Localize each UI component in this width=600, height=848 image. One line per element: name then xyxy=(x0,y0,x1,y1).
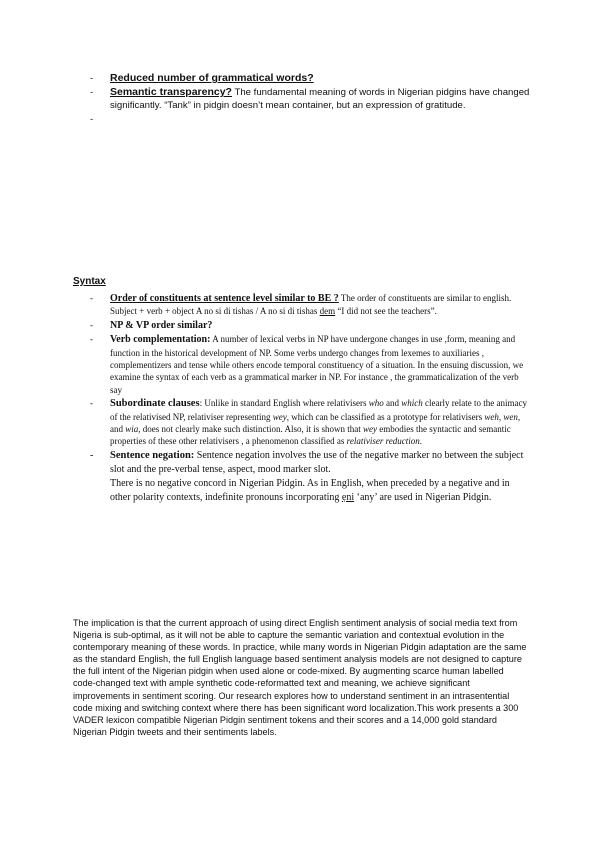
item-text: , does not clearly make such distinction. Also, it is shown that xyxy=(138,424,363,435)
item-text-italic: relativiser reduction xyxy=(346,436,420,447)
item-text: , xyxy=(498,411,504,422)
item-text-underlined: ẹni xyxy=(341,491,355,503)
item-heading: Semantic transparency? xyxy=(110,86,232,98)
item-text-italic: wey xyxy=(272,411,287,422)
item-text-underlined: dem xyxy=(319,306,336,317)
list-item xyxy=(0,292,528,318)
section-heading-syntax: Syntax xyxy=(73,276,106,287)
bullet-dash: - xyxy=(90,319,93,330)
item-heading: Verb complementation: xyxy=(110,334,211,346)
item-heading: Sentence negation: xyxy=(110,449,195,461)
item-text-italic: which xyxy=(401,398,423,409)
item-text: clearly relate to the animacy of the relativised NP, relativiser representing xyxy=(110,398,527,422)
item-text: A number of lexical verbs in NP have undergone changes in use ,form, meaning and function in the historical development of NP. Some verbs undergo changes from lexemes to auxiliaries , complementizers and tense while others encode temporal constituency of a situation. In the ensuing discussion, we examine the syntax of each verb as a grammatical marker in NP. For instance , the grammaticalization of the verb say xyxy=(110,334,524,395)
item-text-italic: who xyxy=(368,398,384,409)
list-item xyxy=(0,86,530,112)
list-item xyxy=(0,319,528,332)
item-heading: NP & VP order similar? xyxy=(110,319,213,331)
item-heading: Reduced number of grammatical words? xyxy=(110,72,314,84)
item-text-italic: weh xyxy=(484,411,499,422)
list-item xyxy=(0,449,528,505)
item-text: embodies the syntactic and semantic properties of these other relativisers , a phenomenon classified as xyxy=(110,424,511,447)
item-heading: Subordinate clauses xyxy=(110,398,200,410)
item-text: . xyxy=(419,436,422,447)
item-paragraph xyxy=(110,477,528,505)
bullet-dash: - xyxy=(90,334,93,345)
item-text: and xyxy=(383,398,402,409)
list-item xyxy=(0,72,530,85)
item-text: Sentence negation involves the use of the negative marker no between the subject slot and the pre-verbal tense, aspect, mood marker slot. xyxy=(110,449,524,475)
syntax-bullet-list xyxy=(0,292,528,506)
item-text: , which can be classified as a prototype for relativisers xyxy=(286,411,485,422)
bullet-dash: - xyxy=(90,73,94,84)
item-text: The fundamental meaning of words in Nigerian pidgins have changed significantly. “Tank” in pidgin doesn’t mean container, but an expression of gratitude. xyxy=(110,87,530,111)
bullet-dash: - xyxy=(90,398,93,409)
list-item xyxy=(0,333,528,396)
item-text: “I did not see the teachers”. xyxy=(335,306,437,317)
list-item xyxy=(0,113,530,126)
top-bullet-list xyxy=(0,72,530,127)
item-text-italic: wen xyxy=(503,411,518,422)
item-heading: Order of constituents at sentence level similar to BE ? xyxy=(110,293,339,304)
item-text: The order of constituents are similar to english. Subject + verb + object A no si di tishas / A no si di tishas xyxy=(110,293,512,317)
item-text: , and xyxy=(110,411,521,435)
bullet-dash: - xyxy=(90,449,94,461)
bullet-dash: - xyxy=(90,114,94,125)
item-text: ‘any’ are used in Nigerian Pidgin. xyxy=(354,491,492,503)
item-text: : Unlike in standard English where relativisers xyxy=(199,398,369,409)
bullet-dash: - xyxy=(90,87,94,98)
implication-paragraph: The implication is that the current approach of using direct English sentiment analysis of social media text from Nigeria is sub-optimal, as it will not be able to capture the semantic variation and contextual evolution in the contemporary meaning of these words. In practice, while many words in Nigerian Pidgin adaptation are the same as the standard English, the full English language based sentiment analysis models are not designed to capture the full intent of the Nigerian pidgin when used alone or code-mixed. By augmenting scarce human labelled code-changed text with ample synthetic code-reformatted text and meaning, we achieve significant improvements in sentiment scoring. Our research explores how to understand sentiment in an intrasentential code mixing and switching context where there has been significant word localization.This work presents a 300 VADER lexicon compatible Nigerian Pidgin sentiment tokens and their scores and a 14,000 gold standard Nigerian Pidgin tweets and their sentiments labels. xyxy=(73,618,527,737)
bullet-dash: - xyxy=(90,293,93,303)
item-text: There is no negative concord in Nigerian Pidgin. As in English, when preceded by a negative and in other polarity contexts, indefinite pronouns incorporating xyxy=(110,477,510,503)
list-item xyxy=(0,397,528,448)
item-text-italic: wia xyxy=(125,424,139,435)
item-text-italic: wey xyxy=(363,424,377,435)
